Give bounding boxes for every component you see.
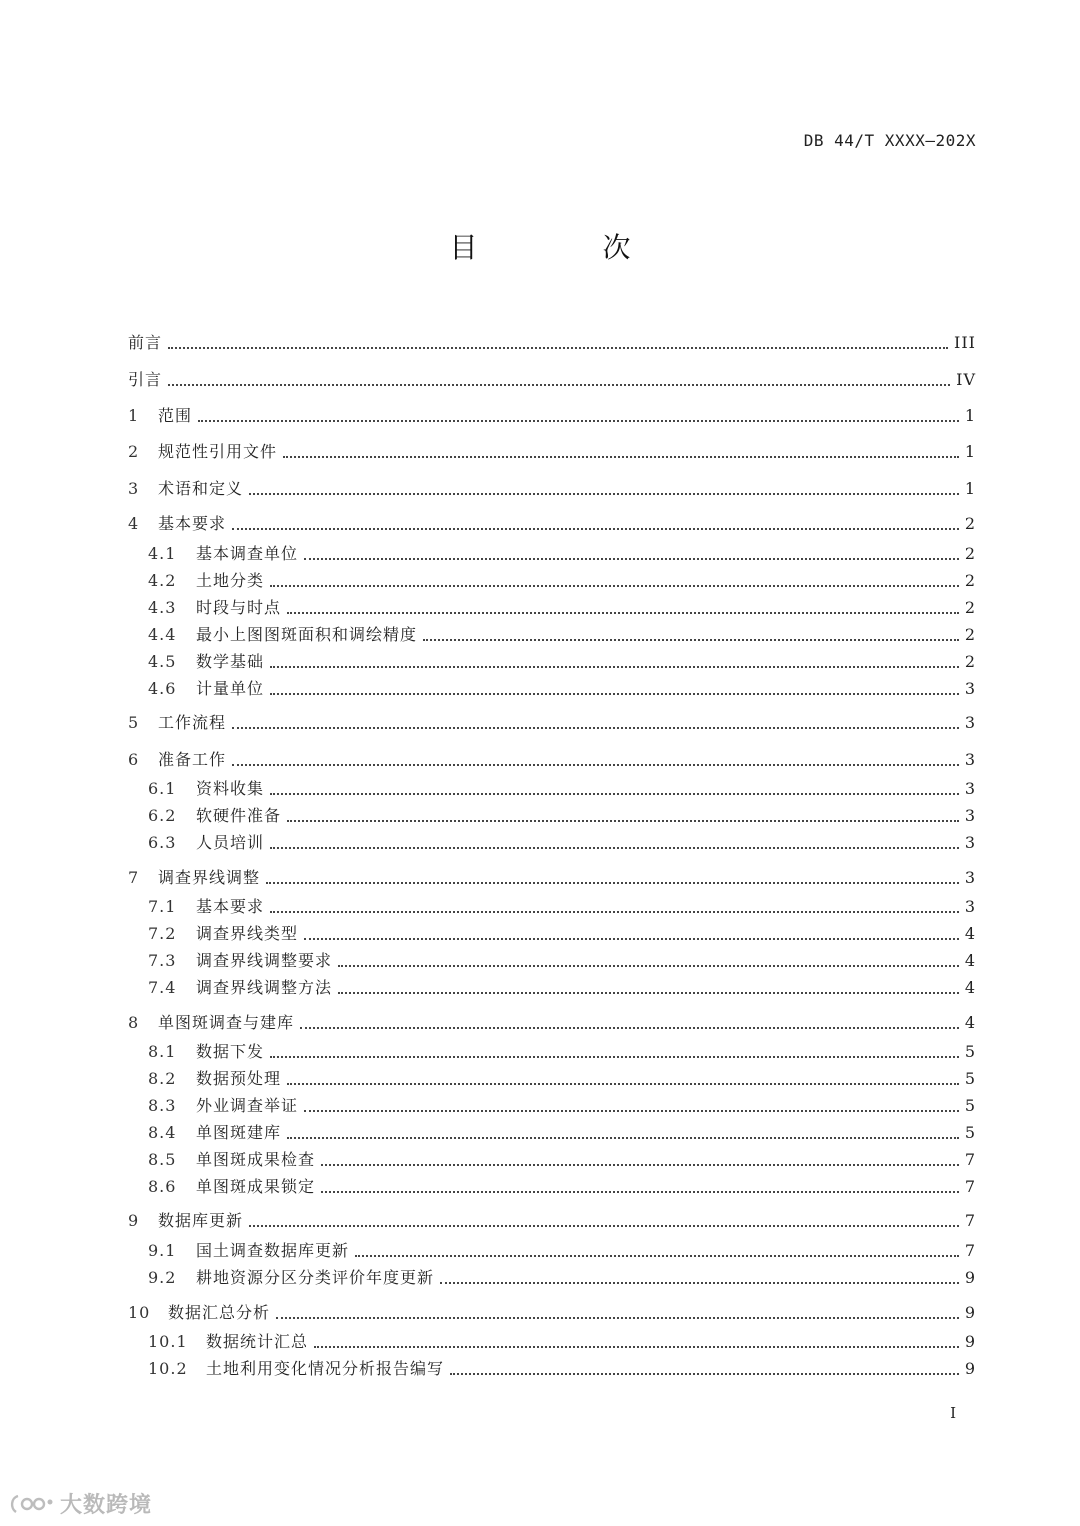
toc-dot-leader xyxy=(270,693,959,695)
toc-entry-label: 数据库更新 xyxy=(158,1211,244,1230)
toc-dot-leader xyxy=(232,764,959,766)
toc-entry[interactable] xyxy=(148,828,976,854)
toc-entry-label: 单图斑成果检查 xyxy=(196,1150,316,1169)
toc-entry-number: 10.2 xyxy=(148,1359,188,1378)
toc-entry-number: 8.5 xyxy=(148,1150,177,1169)
toc-dot-leader xyxy=(287,1083,959,1085)
toc-entry-label: 软硬件准备 xyxy=(196,806,282,825)
toc-entry-page: 2 xyxy=(964,571,976,590)
toc-entry-page: 1 xyxy=(964,406,976,425)
toc-entry-label: 引言 xyxy=(128,370,163,389)
toc-dot-leader xyxy=(270,793,959,795)
toc-entry-number: 10 xyxy=(128,1303,151,1322)
toc-entry-label: 计量单位 xyxy=(196,679,265,698)
toc-entry-page: 3 xyxy=(964,750,976,769)
toc-entry-page: 4 xyxy=(964,951,976,970)
toc-entry[interactable] xyxy=(128,1298,976,1324)
toc-dot-leader xyxy=(270,666,959,668)
toc-dot-leader xyxy=(270,847,959,849)
toc-entry-page: 3 xyxy=(964,779,976,798)
toc-entry[interactable] xyxy=(128,401,976,427)
toc-entry-page: 4 xyxy=(964,978,976,997)
toc-entry-number: 9 xyxy=(128,1211,140,1230)
watermark xyxy=(8,1488,152,1519)
toc-entry-number: 10.1 xyxy=(148,1332,188,1351)
page-number: I xyxy=(950,1404,956,1422)
toc-dot-leader xyxy=(168,347,948,349)
toc-entry-number: 7.2 xyxy=(148,924,177,943)
toc-entry-number: 6 xyxy=(128,750,140,769)
toc-entry-page: 5 xyxy=(964,1096,976,1115)
toc-entry[interactable] xyxy=(128,437,976,463)
toc-entry-label: 范围 xyxy=(158,406,193,425)
toc-entry-page: 7 xyxy=(964,1150,976,1169)
document-code: DB 44/T XXXX—202X xyxy=(803,131,976,150)
toc-entry-number: 7 xyxy=(128,868,140,887)
toc-entry-number: 8.3 xyxy=(148,1096,177,1115)
toc-entry[interactable] xyxy=(148,1236,976,1262)
toc-entry-number: 8.2 xyxy=(148,1069,177,1088)
toc-entry-number: 9.2 xyxy=(148,1268,177,1287)
toc-entry-label: 最小上图图斑面积和调绘精度 xyxy=(196,625,418,644)
toc-entry-page: 3 xyxy=(964,833,976,852)
toc-dot-leader xyxy=(304,1110,959,1112)
toc-dot-leader xyxy=(232,528,959,530)
toc-dot-leader xyxy=(287,1137,959,1139)
toc-entry-page: 9 xyxy=(964,1332,976,1351)
toc-entry[interactable] xyxy=(128,745,976,771)
toc-entry-number: 8 xyxy=(128,1013,140,1032)
toc-entry-page: 7 xyxy=(964,1177,976,1196)
toc-entry-label: 数据预处理 xyxy=(196,1069,282,1088)
toc-entry[interactable] xyxy=(128,708,976,734)
toc-dot-leader xyxy=(266,882,959,884)
toc-entry-page: IV xyxy=(956,370,976,389)
toc-dot-leader xyxy=(450,1373,959,1375)
toc-entry-page: 3 xyxy=(964,897,976,916)
toc-entry-label: 资料收集 xyxy=(196,779,265,798)
toc-entry-page: 4 xyxy=(964,1013,976,1032)
toc-entry-number: 1 xyxy=(128,406,140,425)
toc-entry-page: 2 xyxy=(964,598,976,617)
toc-dot-leader xyxy=(232,727,959,729)
toc-entry-number: 7.4 xyxy=(148,978,177,997)
toc-entry-label: 调查界线调整要求 xyxy=(196,951,333,970)
toc-dot-leader xyxy=(198,420,959,422)
toc-entry-number: 4.2 xyxy=(148,571,177,590)
toc-entry-number: 4 xyxy=(128,514,140,533)
toc-entry-label: 基本要求 xyxy=(158,514,227,533)
toc-entry[interactable] xyxy=(148,674,976,700)
toc-entry[interactable] xyxy=(128,365,976,391)
toc-entry-page: 9 xyxy=(964,1359,976,1378)
toc-entry[interactable] xyxy=(148,539,976,565)
toc-entry-page: 1 xyxy=(964,442,976,461)
toc-entry-page: 5 xyxy=(964,1123,976,1142)
toc-entry[interactable] xyxy=(128,1206,976,1232)
toc-dot-leader xyxy=(276,1317,959,1319)
toc-entry-page: 7 xyxy=(964,1241,976,1260)
toc-entry-page: 3 xyxy=(964,679,976,698)
toc-entry-label: 调查界线类型 xyxy=(196,924,299,943)
toc-entry-label: 数据统计汇总 xyxy=(206,1332,309,1351)
toc-entry[interactable] xyxy=(148,1327,976,1353)
toc-entry-number: 4.5 xyxy=(148,652,177,671)
toc-entry[interactable] xyxy=(128,328,976,354)
toc-title: 目 次 xyxy=(449,231,689,264)
toc-entry-page: 9 xyxy=(964,1303,976,1322)
toc-dot-leader xyxy=(283,456,959,458)
toc-entry-label: 数据汇总分析 xyxy=(168,1303,271,1322)
toc-entry[interactable] xyxy=(128,863,976,889)
toc-dot-leader xyxy=(321,1191,959,1193)
toc-entry-number: 5 xyxy=(128,713,140,732)
toc-entry[interactable] xyxy=(148,1172,976,1198)
toc-entry-label: 土地分类 xyxy=(196,571,265,590)
toc-dot-leader xyxy=(249,493,959,495)
toc-entry-number: 4.6 xyxy=(148,679,177,698)
toc-entry[interactable] xyxy=(148,801,976,827)
toc-entry-number: 6.1 xyxy=(148,779,177,798)
toc-entry-page: 3 xyxy=(964,806,976,825)
toc-dot-leader xyxy=(338,965,959,967)
toc-entry-label: 外业调查举证 xyxy=(196,1096,299,1115)
toc-dot-leader xyxy=(270,911,959,913)
toc-dot-leader xyxy=(287,612,959,614)
toc-entry-number: 9.1 xyxy=(148,1241,177,1260)
toc-entry[interactable] xyxy=(148,620,976,646)
toc-dot-leader xyxy=(338,992,959,994)
toc-entry-label: 耕地资源分区分类评价年度更新 xyxy=(196,1268,435,1287)
toc-entry-number: 8.1 xyxy=(148,1042,177,1061)
toc-dot-leader xyxy=(168,384,950,386)
toc-entry[interactable] xyxy=(148,919,976,945)
toc-entry-page: 7 xyxy=(964,1211,976,1230)
toc-entry-page: 2 xyxy=(964,514,976,533)
toc-entry[interactable] xyxy=(148,1091,976,1117)
toc-dot-leader xyxy=(423,639,959,641)
toc-entry-label: 人员培训 xyxy=(196,833,265,852)
toc-entry[interactable] xyxy=(128,509,976,535)
toc-entry-number: 3 xyxy=(128,479,140,498)
toc-entry-label: 规范性引用文件 xyxy=(158,442,278,461)
toc-entry[interactable] xyxy=(148,1145,976,1171)
toc-entry[interactable] xyxy=(128,474,976,500)
toc-entry-page: III xyxy=(954,333,976,352)
toc-entry-label: 数据下发 xyxy=(196,1042,265,1061)
toc-dot-leader xyxy=(440,1282,959,1284)
toc-dot-leader xyxy=(300,1027,959,1029)
toc-entry[interactable] xyxy=(148,946,976,972)
toc-dot-leader xyxy=(314,1346,959,1348)
toc-dot-leader xyxy=(270,585,959,587)
toc-entry[interactable] xyxy=(148,1037,976,1063)
watermark-logo-icon xyxy=(8,1492,54,1516)
toc-dot-leader xyxy=(270,1056,959,1058)
toc-entry-number: 2 xyxy=(128,442,140,461)
toc-entry-label: 调查界线调整方法 xyxy=(196,978,333,997)
toc-entry-page: 1 xyxy=(964,479,976,498)
toc-entry[interactable] xyxy=(148,1263,976,1289)
toc-entry[interactable] xyxy=(148,1064,976,1090)
toc-entry-label: 单图斑调查与建库 xyxy=(158,1013,295,1032)
toc-entry-page: 2 xyxy=(964,652,976,671)
toc-entry[interactable] xyxy=(148,973,976,999)
toc-entry-page: 9 xyxy=(964,1268,976,1287)
toc-entry[interactable] xyxy=(148,892,976,918)
toc-entry-label: 土地利用变化情况分析报告编写 xyxy=(206,1359,445,1378)
toc-entry-label: 时段与时点 xyxy=(196,598,282,617)
toc-entry-label: 调查界线调整 xyxy=(158,868,261,887)
toc-entry[interactable] xyxy=(128,1008,976,1034)
toc-entry-label: 单图斑成果锁定 xyxy=(196,1177,316,1196)
watermark-text: 大数跨境 xyxy=(60,1493,153,1518)
toc-entry-number: 7.1 xyxy=(148,897,177,916)
toc-entry-label: 基本调查单位 xyxy=(196,544,299,563)
toc-entry-number: 8.6 xyxy=(148,1177,177,1196)
toc-dot-leader xyxy=(304,938,959,940)
toc-entry-label: 数学基础 xyxy=(196,652,265,671)
toc-entry[interactable] xyxy=(148,1354,976,1380)
toc-entry-number: 7.3 xyxy=(148,951,177,970)
toc-entry-page: 4 xyxy=(964,924,976,943)
toc-entry-number: 8.4 xyxy=(148,1123,177,1142)
toc-entry-label: 国土调查数据库更新 xyxy=(196,1241,350,1260)
toc-dot-leader xyxy=(355,1255,959,1257)
toc-entry[interactable] xyxy=(148,566,976,592)
toc-entry-number: 4.1 xyxy=(148,544,177,563)
toc-entry-page: 2 xyxy=(964,625,976,644)
toc-entry[interactable] xyxy=(148,1118,976,1144)
toc-dot-leader xyxy=(321,1164,959,1166)
toc-entry-label: 基本要求 xyxy=(196,897,265,916)
toc-entry-number: 4.4 xyxy=(148,625,177,644)
toc-entry-number: 4.3 xyxy=(148,598,177,617)
toc-entry-label: 工作流程 xyxy=(158,713,227,732)
toc-entry-page: 3 xyxy=(964,868,976,887)
toc-entry-page: 5 xyxy=(964,1042,976,1061)
toc-dot-leader xyxy=(249,1225,959,1227)
toc-dot-leader xyxy=(304,558,959,560)
toc-entry-label: 前言 xyxy=(128,333,163,352)
toc-dot-leader xyxy=(287,820,959,822)
toc-entry-page: 2 xyxy=(964,544,976,563)
toc-entry[interactable] xyxy=(148,593,976,619)
toc-entry-number: 6.2 xyxy=(148,806,177,825)
toc-entry-label: 单图斑建库 xyxy=(196,1123,282,1142)
toc-entry-page: 5 xyxy=(964,1069,976,1088)
toc-entry-label: 准备工作 xyxy=(158,750,227,769)
toc-entry-number: 6.3 xyxy=(148,833,177,852)
toc-entry-page: 3 xyxy=(964,713,976,732)
toc-entry[interactable] xyxy=(148,774,976,800)
toc-entry[interactable] xyxy=(148,647,976,673)
toc-entry-label: 术语和定义 xyxy=(158,479,244,498)
